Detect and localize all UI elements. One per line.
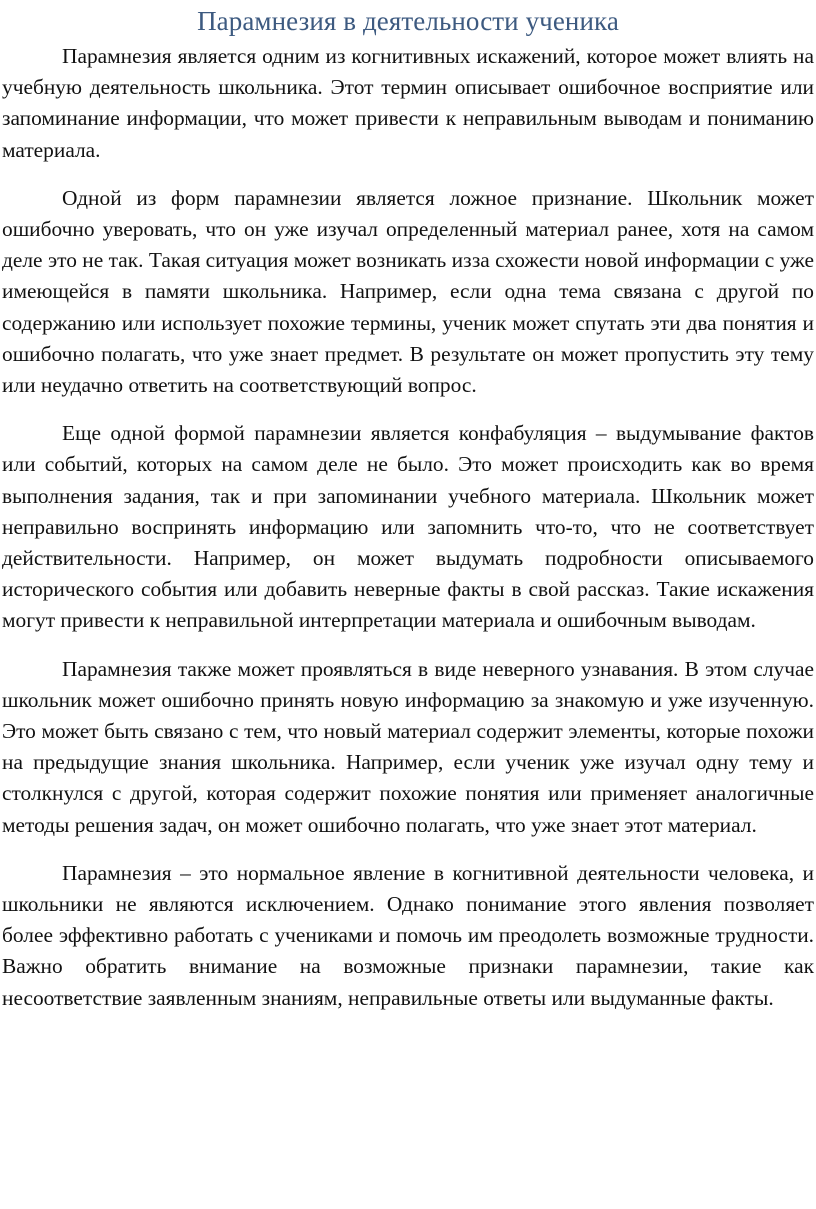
document-title: Парамнезия в деятельности ученика <box>197 6 619 36</box>
paragraph-misrecognition: Парамнезия также может проявляться в виде неверного узнавания. В этом случае школьник может ошибочно принять новую информацию за знакомую и уже изученную. Это может быть связано с тем, что новый материал содержит элементы, которые похожи на предыдущие знания школьника. Например, если ученик уже изучал одну тему и столкнулся с другой, которая содержит похожие понятия или применяет аналогичные методы решения задач, он может ошибочно полагать, что уже знает этот материал. <box>2 656 814 837</box>
paragraph-false-recognition: Одной из форм парамнезии является ложное признание. Школьник может ошибочно уверовать, что он уже изучал определенный материал ранее, хотя на самом деле это не так. Такая ситуация может возникать изза схожести новой информации с уже имеющейся в памяти школьника. Например, если одна тема связана с другой по содержанию или использует похожие термины, ученик может спутать эти два понятия и ошибочно полагать, что уже знает предмет. В результате он может пропустить эту тему или неудачно ответить на соответствующий вопрос. <box>2 185 814 398</box>
paragraph-confabulation: Еще одной формой парамнезии является конфабуляция – выдумывание фактов или событий, которых на самом деле не было. Это может происходить как во время выполнения задания, так и при запоминании учебного материала. Школьник может неправильно воспринять информацию или запомнить что-то, что не соответствует действительности. Например, он может выдумать подробности описываемого исторического события или добавить неверные факты в свой рассказ. Такие искажения могут привести к неправильной интерпретации материала и ошибочным выводам. <box>2 421 814 633</box>
paragraph-intro: Парамнезия является одним из когнитивных искажений, которое может влиять на учебную деятельность школьника. Этот термин описывает ошибочное восприятие или запоминание информации, что может привести к неправильным выводам и пониманию материала. <box>2 44 814 162</box>
paragraph-conclusion: Парамнезия – это нормальное явление в когнитивной деятельности человека, и школьники не являются исключением. Однако понимание этого явления позволяет более эффективно работать с учениками и помочь им преодолеть возможные трудности. Важно обратить внимание на возможные признаки парамнезии, такие как несоответствие заявленным знаниям, неправильные ответы или выдуманные факты. <box>2 860 814 1010</box>
